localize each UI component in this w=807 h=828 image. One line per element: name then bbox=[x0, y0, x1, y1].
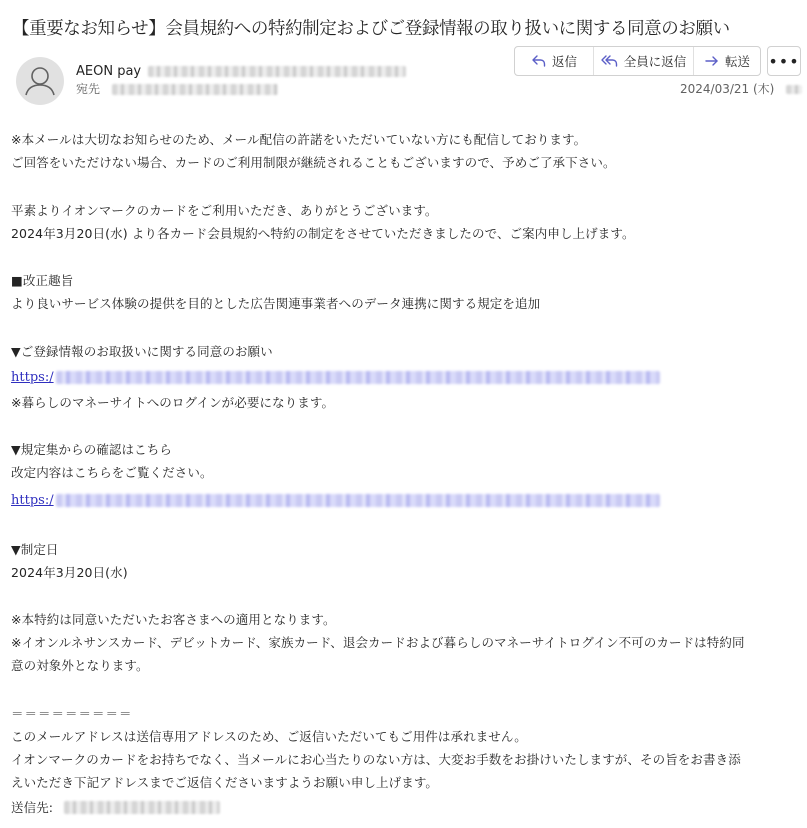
reply-all-label: 全員に返信 bbox=[623, 54, 687, 69]
terms-link-text[interactable]: https:/ bbox=[11, 493, 54, 508]
consent-link[interactable] bbox=[11, 366, 660, 389]
more-actions-button[interactable] bbox=[767, 46, 801, 76]
person-icon bbox=[16, 57, 64, 105]
section-heading: ▼規定集からの確認はこちら bbox=[11, 442, 172, 457]
body-line: ※イオンルネサンスカード、デビットカード、家族カード、退会カードおよび暮らしのマネーサイトログイン不可のカードは特約同 bbox=[11, 635, 745, 650]
sender-email-redacted bbox=[148, 66, 406, 77]
email-subject: 【重要なお知らせ】会員規約への特約制定およびご登録情報の取り扱いに関する同意のお願い bbox=[12, 19, 730, 39]
reply-all-icon bbox=[601, 53, 619, 69]
forward-label: 転送 bbox=[724, 54, 750, 69]
reply-icon bbox=[531, 53, 547, 69]
email-date: 2024/03/21 (木) bbox=[680, 82, 775, 96]
section-heading: ▼ご登録情報のお取扱いに関する同意のお願い bbox=[11, 344, 273, 359]
consent-link-url-redacted[interactable] bbox=[56, 371, 660, 384]
body-line: ※本メールは大切なお知らせのため、メール配信の許諾をいただいていない方にも配信しております。 bbox=[11, 132, 587, 147]
forward-button[interactable] bbox=[693, 47, 760, 75]
reply-button[interactable] bbox=[515, 47, 593, 75]
time-redacted bbox=[786, 85, 802, 94]
body-line: ご回答をいただけない場合、カードのご利用制限が継続されることもございますので、予めご了承下さい。 bbox=[11, 155, 616, 170]
section-heading: ▼制定日 bbox=[11, 542, 59, 557]
recipient-redacted bbox=[112, 84, 278, 95]
body-line: 平素よりイオンマークのカードをご利用いただき、ありがとうございます。 bbox=[11, 203, 438, 218]
body-line: より良いサービス体験の提供を目的とした広告関連事業者へのデータ連携に関する規定を追加 bbox=[11, 296, 541, 311]
reply-all-button[interactable] bbox=[593, 47, 693, 75]
reply-to-address-redacted bbox=[64, 801, 220, 814]
to-label: 宛先 bbox=[76, 82, 101, 96]
body-line: イオンマークのカードをお持ちでなく、当メールにお心当たりのない方は、大変お手数をお掛けいたしますが、その旨をお書き添 bbox=[11, 752, 741, 767]
consent-link-text[interactable]: https:/ bbox=[11, 370, 54, 385]
divider-text: ＝＝＝＝＝＝＝＝＝ bbox=[11, 706, 133, 721]
reply-label: 返信 bbox=[551, 54, 577, 69]
body-line: このメールアドレスは送信専用アドレスのため、ご返信いただいてもご用件は承れません。 bbox=[11, 729, 527, 744]
body-line: 2024年3月20日(水) bbox=[11, 565, 128, 580]
body-line: ※暮らしのマネーサイトへのログインが必要になります。 bbox=[11, 395, 335, 410]
sender-name: AEON pay bbox=[76, 64, 142, 79]
body-line: 意の対象外となります。 bbox=[11, 658, 149, 673]
section-heading: ■改正趣旨 bbox=[11, 273, 74, 288]
body-line: ※本特約は同意いただいたお客さまへの適用となります。 bbox=[11, 612, 336, 627]
sender-avatar bbox=[16, 57, 64, 105]
terms-link-url-redacted[interactable] bbox=[56, 494, 660, 507]
body-line: 改定内容はこちらをご覧ください。 bbox=[11, 465, 213, 480]
terms-link[interactable] bbox=[11, 489, 660, 512]
email-action-bar bbox=[514, 46, 761, 76]
body-line: 2024年3月20日(水) より各カード会員規約へ特約の制定をさせていただきましたので、ご案内申し上げます。 bbox=[11, 226, 635, 241]
body-line: えいただき下記アドレスまでご返信くださいますようお願い申し上げます。 bbox=[11, 775, 439, 790]
forward-arrow-icon bbox=[704, 53, 720, 69]
reply-to-label: 送信先: bbox=[11, 800, 54, 815]
more-icon: ••• bbox=[768, 51, 800, 71]
